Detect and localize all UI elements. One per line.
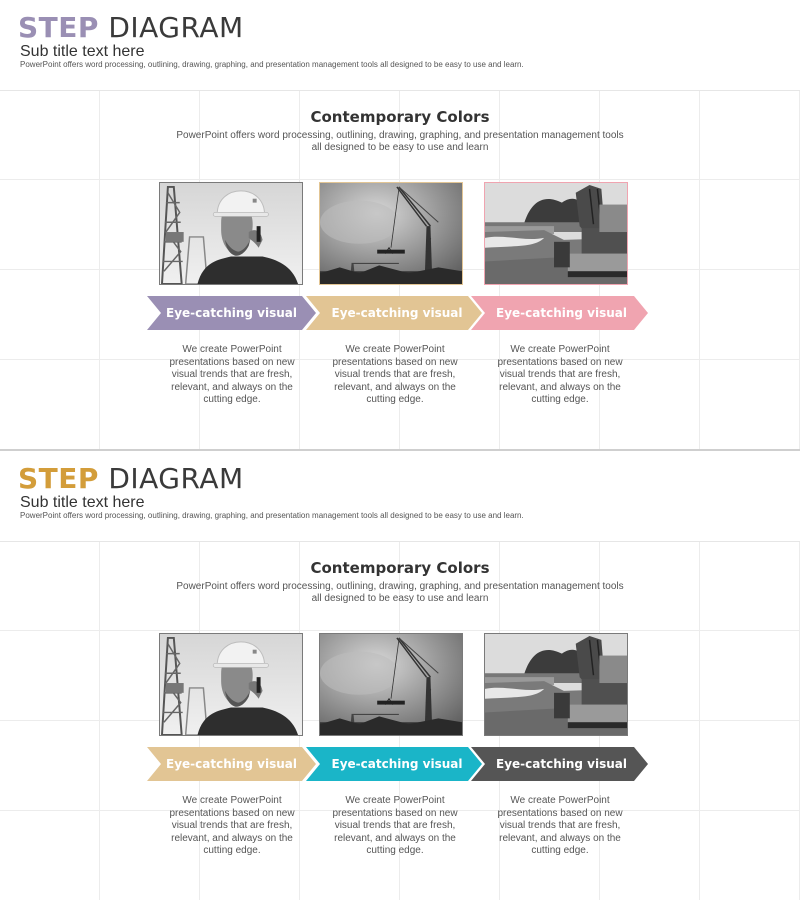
excavator-site-photo — [484, 182, 628, 285]
step-label: Eye-catching visual — [331, 306, 463, 320]
slide-header — [0, 451, 800, 542]
construction-crane-photo — [319, 633, 463, 736]
step-label: Eye-catching visual — [166, 306, 297, 320]
section-title: Contemporary Colors — [310, 559, 490, 577]
step-label: Eye-catching visual — [496, 757, 627, 771]
step-label: Eye-catching visual — [166, 757, 297, 771]
step-arrow-2 — [306, 296, 482, 330]
slide-title — [18, 462, 244, 496]
construction-crane-photo — [319, 182, 463, 285]
title-rest: DIAGRAM — [98, 11, 244, 44]
step-label: Eye-catching visual — [496, 306, 627, 320]
step-description-3: We create PowerPoint presentations based on new visual trends that are fresh, relevant, and always on the cutting edge. — [497, 795, 623, 856]
slide-2 — [0, 450, 800, 900]
slide-subtitle: Sub title text here — [20, 43, 145, 60]
step-description-2: We create PowerPoint presentations based on new visual trends that are fresh, relevant, and always on the cutting edge. — [332, 344, 458, 405]
step-description-3: We create PowerPoint presentations based on new visual trends that are fresh, relevant, and always on the cutting edge. — [497, 344, 623, 405]
section-description: PowerPoint offers word processing, outlining, drawing, graphing, and presentation management tools all designed to be easy to use and learn — [176, 130, 624, 153]
step-arrow-1 — [147, 296, 316, 330]
step-description-2: We create PowerPoint presentations based on new visual trends that are fresh, relevant, and always on the cutting edge. — [332, 795, 458, 856]
slide-title — [18, 11, 244, 45]
slide-header — [0, 0, 800, 91]
worker-in-hardhat-photo — [159, 182, 303, 285]
step-arrow-3 — [471, 747, 648, 781]
step-description-1: We create PowerPoint presentations based on new visual trends that are fresh, relevant, and always on the cutting edge. — [169, 344, 295, 405]
excavator-site-photo — [484, 633, 628, 736]
section-title: Contemporary Colors — [310, 108, 490, 126]
step-description-1: We create PowerPoint presentations based on new visual trends that are fresh, relevant, and always on the cutting edge. — [169, 795, 295, 856]
slide-subtitle: Sub title text here — [20, 494, 145, 511]
header-description: PowerPoint offers word processing, outlining, drawing, graphing, and presentation management tools all designed to be easy to use and learn. — [20, 511, 524, 520]
step-arrow-3 — [471, 296, 648, 330]
section-description: PowerPoint offers word processing, outlining, drawing, graphing, and presentation management tools all designed to be easy to use and learn — [176, 581, 624, 604]
worker-in-hardhat-photo — [159, 633, 303, 736]
title-accent-word: STEP — [18, 11, 99, 44]
title-accent-word: STEP — [18, 462, 99, 495]
title-rest: DIAGRAM — [98, 462, 244, 495]
step-label: Eye-catching visual — [331, 757, 463, 771]
step-arrow-1 — [147, 747, 316, 781]
step-arrow-2 — [306, 747, 482, 781]
header-description: PowerPoint offers word processing, outlining, drawing, graphing, and presentation management tools all designed to be easy to use and learn. — [20, 60, 524, 69]
